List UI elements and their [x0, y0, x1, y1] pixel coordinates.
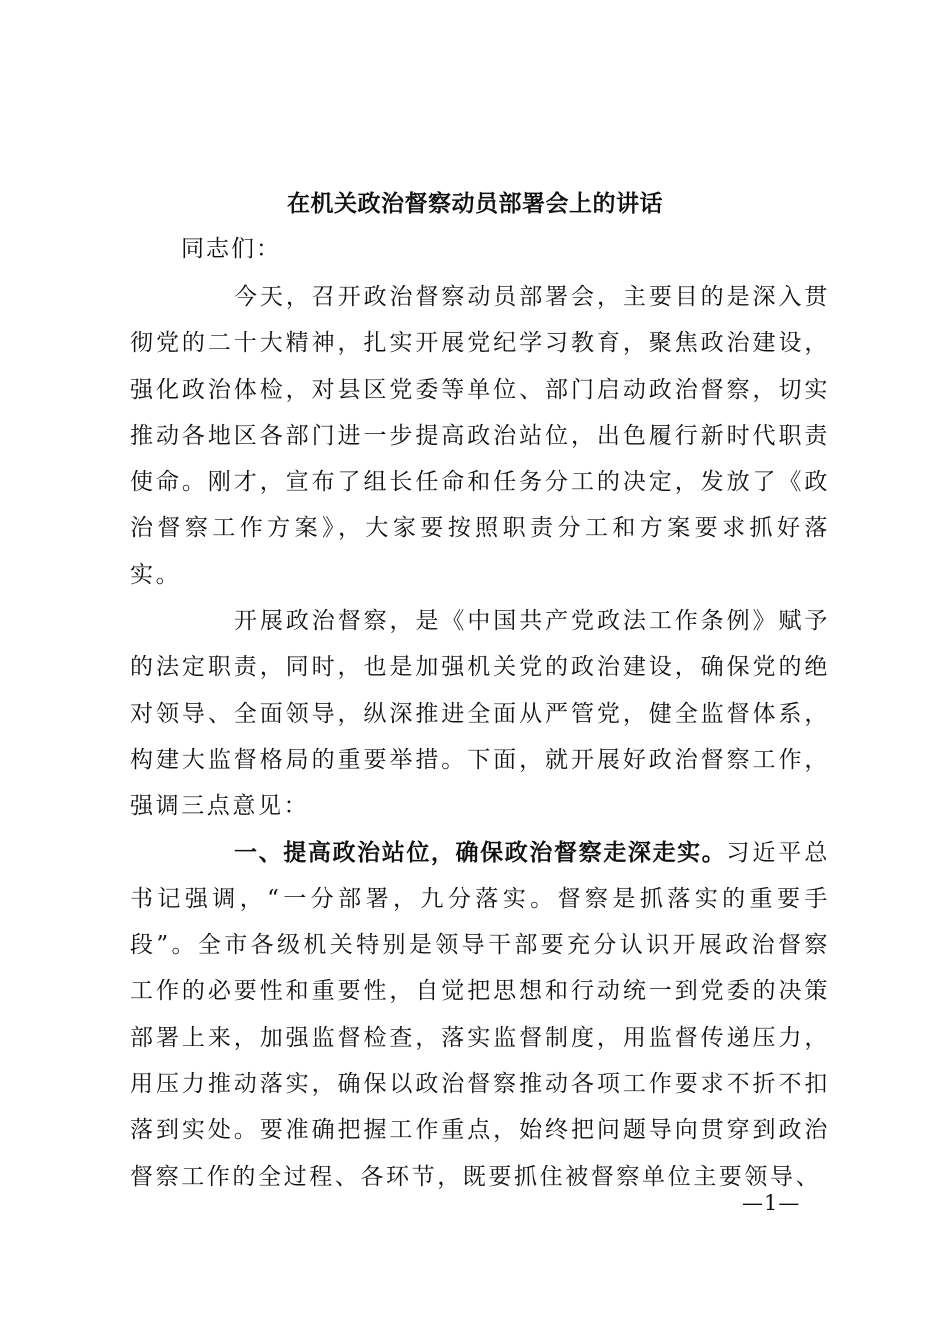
paragraph-opening: 今天，召开政治督察动员部署会，主要目的是深入贯彻党的二十大精神，扎实开展党纪学习教育，聚焦政治建设，强化政治体检，对县区党委等单位、部门启动政治督察，切实推动各地区各部门进一步提高政治站位，出色履行新时代职责使命。刚才，宣布了组长任命和任务分工的决定，发放了《政治督察工作方案》，大家要按照职责分工和方案要求抓好落实。: [130, 284, 830, 588]
section-one-heading: 一、提高政治站位，确保政治督察走深走实。: [234, 838, 727, 866]
body-text: [130, 274, 830, 1200]
page-number: —1—: [742, 1191, 801, 1215]
salutation: 同志们：: [181, 236, 281, 262]
section-one-text: 习近平总书记强调，“一分部署，九分落实。督察是抓落实的重要手段”。全市各级机关特别是领导干部要充分认识开展政治督察工作的必要性和重要性，自觉把思想和行动统一到党委的决策部署上来，加强监督检查，落实监督制度，用监督传递压力，用压力推动落实，确保以政治督察推动各项工作要求不折不扣落到实处。要准确把握工作重点，始终把问题导向贯穿到政治督察工作的全过程、各环节，既要抓住被督察单位主要领导、: [130, 839, 830, 1190]
document-title: 在机关政治督察动员部署会上的讲话: [287, 190, 663, 217]
paragraph-section-one: [130, 830, 830, 1200]
paragraph-significance: 开展政治督察，是《中国共产党政法工作条例》赋予的法定职责，同时，也是加强机关党的政治建设，确保党的绝对领导、全面领导，纵深推进全面从严管党，健全监督体系，构建大监督格局的重要举措。下面，就开展好政治督察工作，强调三点意见：: [130, 608, 830, 820]
